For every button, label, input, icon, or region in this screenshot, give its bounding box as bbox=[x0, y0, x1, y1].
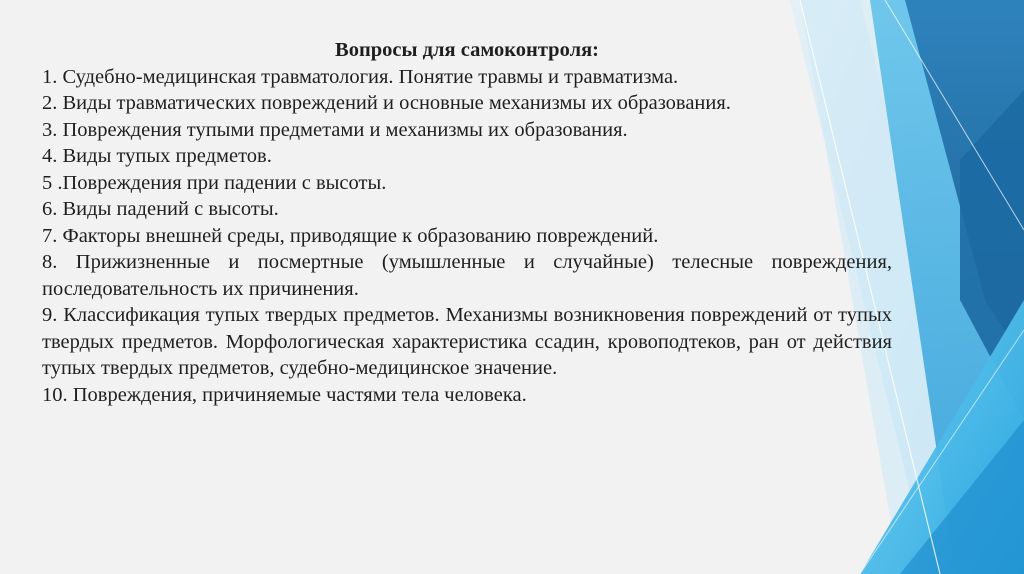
slide-content bbox=[42, 37, 892, 408]
question-item-4: 4. Виды тупых предметов. bbox=[42, 145, 272, 167]
question-item-5: 5 .Повреждения при падении с высоты. bbox=[42, 171, 387, 194]
question-item-3: 3. Повреждения тупыми предметами и механизмы их образования. bbox=[42, 118, 628, 141]
question-item-1: 1. Судебно-медицинская травматология. Понятие травмы и травматизма. bbox=[42, 65, 679, 88]
slide-title: Вопросы для самоконтроля: bbox=[335, 39, 599, 61]
question-item-7: 7. Факторы внешней среды, приводящие к образованию повреждений. bbox=[42, 224, 659, 247]
question-item-8: 8. Прижизненные и посмертные (умышленные и случайные) телесные повреждения, последовательность их причинения. bbox=[42, 251, 892, 300]
question-item-9: 9. Классификация тупых твердых предметов. Механизмы возникновения повреждений от тупых твердых предметов. Морфологическая характеристика ссадин, кровоподтеков, ран от действия тупых твердых предметов, судебно-медицинское значение. bbox=[42, 304, 892, 379]
question-item-10: 10. Повреждения, причиняемые частями тела человека. bbox=[42, 383, 527, 406]
question-item-6: 6. Виды падений с высоты. bbox=[42, 198, 279, 220]
question-item-2: 2. Виды травматических повреждений и основные механизмы их образования. bbox=[42, 92, 731, 114]
